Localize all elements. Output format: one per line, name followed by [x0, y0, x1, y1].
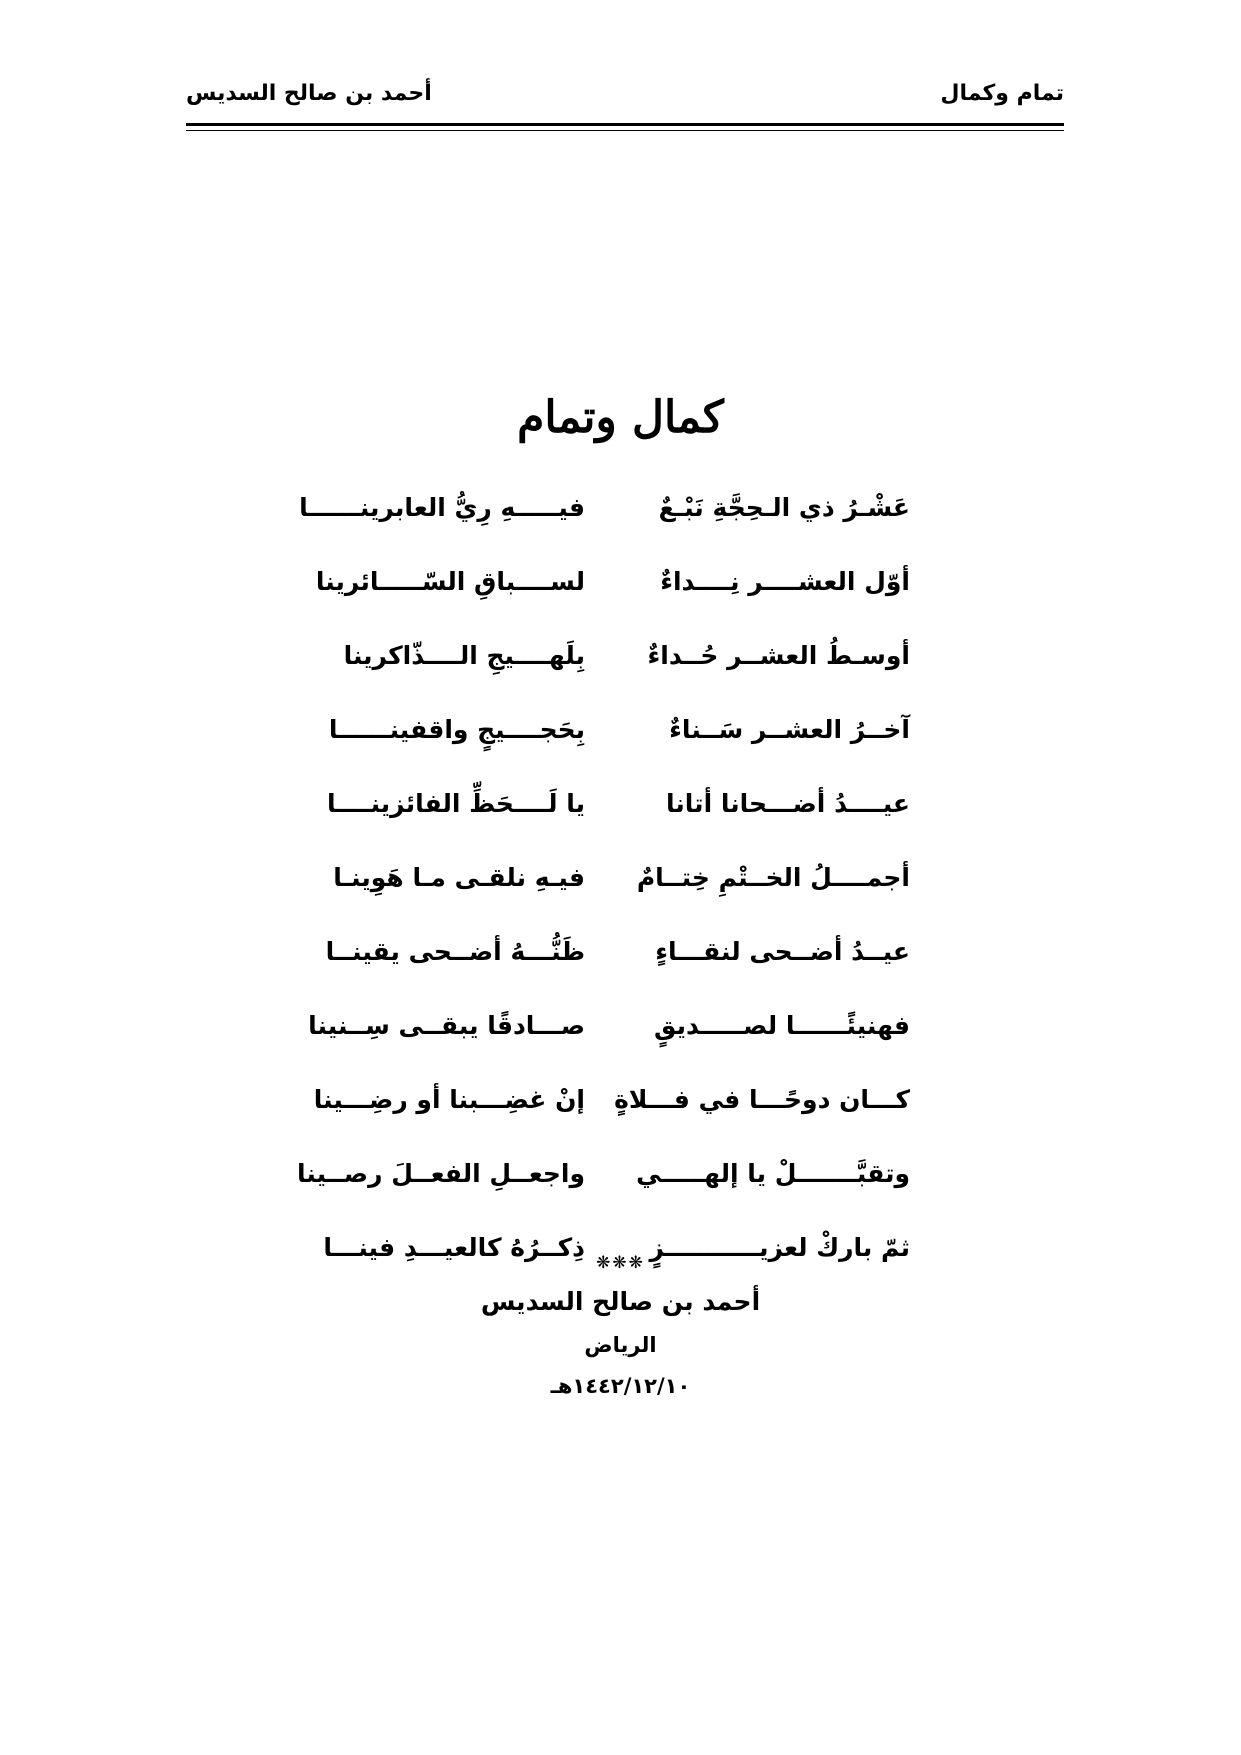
header-rule-thick	[186, 123, 1064, 126]
verse-second-hemistich: ظَنُّـــهُ أضــحى يقينــا	[325, 936, 585, 966]
section-separator: ❋❋❋	[596, 1253, 645, 1273]
running-header	[186, 78, 1064, 110]
verse-row	[308, 988, 910, 1062]
verse-row	[330, 618, 910, 692]
verse-second-hemistich: فيـــــهِ رِيُّ العابرينــــــا	[299, 492, 585, 522]
verse-second-hemistich: يا لَــــحَظِّ الفائزينــــا	[327, 788, 585, 818]
verse-first-hemistich: كـــان دوحًـــا في فـــلاةٍ	[614, 1084, 910, 1114]
verse-first-hemistich: وتقبَّـــــــلْ يا إلهـــــي	[636, 1158, 910, 1188]
verse-first-hemistich: أوّل العشــــر نِــــداءٌ	[660, 566, 910, 596]
verse-row	[299, 470, 910, 544]
verse-second-hemistich: إنْ غضِـــبنا أو رضِـــينا	[313, 1084, 585, 1114]
verse-first-hemistich: ثمّ باركْ لعزيـــــــــــزٍ	[649, 1232, 910, 1262]
signature-date: ١٤٤٢/١٢/١٠هـ	[550, 1374, 691, 1398]
poem-verses	[297, 470, 910, 1284]
verse-second-hemistich: صـــادقًا يبقــى سِــنينا	[308, 1010, 585, 1040]
signature-place: الرياض	[584, 1333, 657, 1357]
signature-block	[0, 1280, 1241, 1406]
verse-row	[315, 544, 910, 618]
verse-row	[325, 914, 910, 988]
verse-first-hemistich: عيــدُ أضــحى لنقـــاءٍ	[655, 936, 910, 966]
verse-first-hemistich: أجمــــلُ الخــتْمِ خِتــامٌ	[636, 862, 910, 892]
poem-title: كمال وتمام	[517, 392, 724, 443]
header-book-title: تمام وكمال	[940, 81, 1064, 106]
verse-first-hemistich: أوسـطُ العشــر حُــداءٌ	[647, 640, 910, 670]
verse-first-hemistich: عيــــدُ أضـــحانا أتانا	[666, 788, 910, 818]
verse-second-hemistich: بِحَجــــيجٍ واقفينــــــا	[328, 714, 585, 744]
verse-first-hemistich: آخــرُ العشــر سَــناءٌ	[669, 714, 910, 744]
verse-second-hemistich: واجعــلِ الفعــلَ رصــينا	[297, 1158, 585, 1188]
verse-row	[297, 1136, 910, 1210]
verse-second-hemistich: بِلَهــــيجِ الــــذّاكرينا	[343, 640, 585, 670]
verse-first-hemistich: عَشْـرُ ذي الـحِجَّةِ نَبْـعٌ	[658, 492, 910, 522]
verse-second-hemistich: لســــباقِ السّـــــائرينا	[315, 566, 585, 596]
verse-row	[313, 1062, 910, 1136]
verse-row	[330, 840, 910, 914]
header-author-name: أحمد بن صالح السديس	[186, 81, 432, 106]
verse-first-hemistich: فهنيئًــــــا لصـــــديقٍ	[654, 1010, 910, 1040]
verse-second-hemistich: فيـهِ نلقـى مـا هَوِينـا	[333, 862, 585, 892]
header-rule-thin	[186, 130, 1064, 131]
verse-row	[330, 692, 910, 766]
signature-author: أحمد بن صالح السديس	[480, 1287, 761, 1316]
verse-row	[327, 766, 910, 840]
verse-second-hemistich: ذِكــرُهُ كالعيـــدِ فينـــا	[323, 1232, 585, 1262]
